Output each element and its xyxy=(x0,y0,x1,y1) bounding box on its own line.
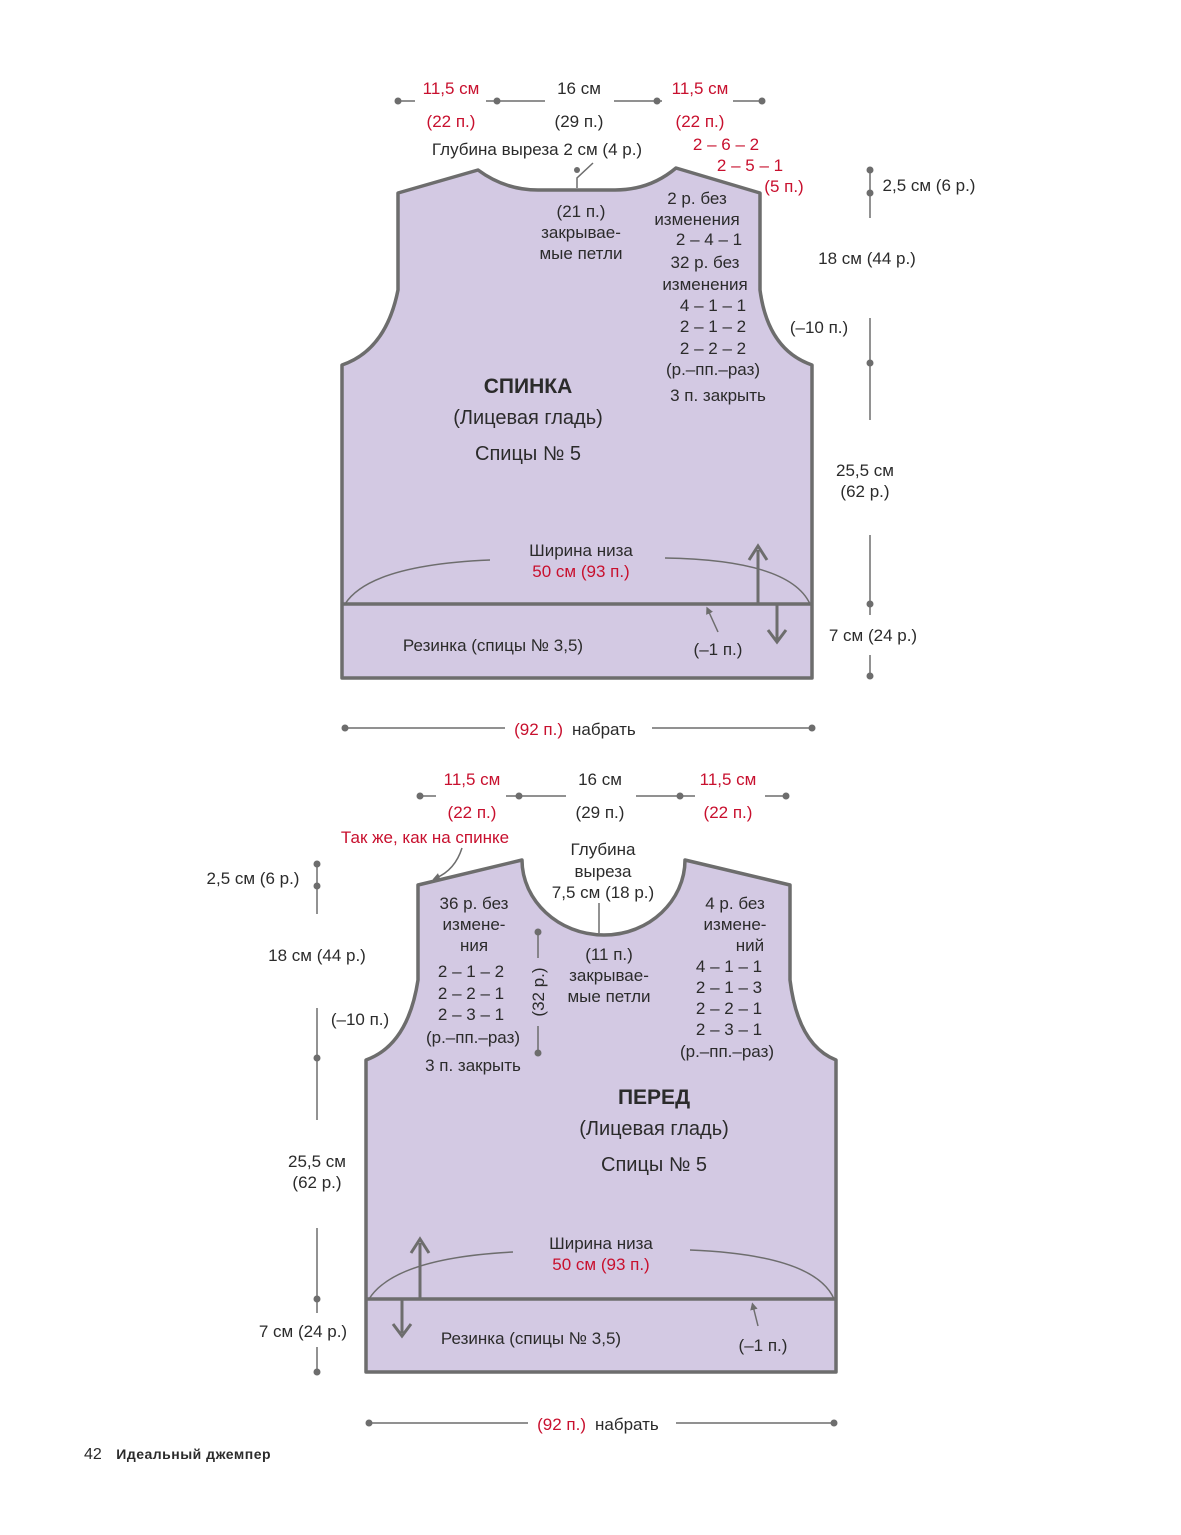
back-bottom-width-label: Ширина низа xyxy=(529,541,633,560)
front-left-instr-7: (р.–пп.–раз) xyxy=(425,1028,521,1047)
front-neck-depth-2: выреза xyxy=(574,862,632,881)
front-needles: Спицы № 5 xyxy=(601,1154,707,1176)
front-bottom-width-value: 50 см (93 п.) xyxy=(552,1255,650,1274)
back-height-rib: 7 см (24 р.) xyxy=(828,626,918,645)
front-stitch: (Лицевая гладь) xyxy=(579,1118,729,1140)
back-shoulder-red-3: (5 п.) xyxy=(764,177,804,196)
back-instr-1: 2 р. без xyxy=(667,189,727,208)
back-top-dot-2 xyxy=(494,98,501,105)
front-piece xyxy=(207,770,838,1434)
front-right-instr-3: ний xyxy=(735,936,765,955)
back-neck-depth: Глубина выреза 2 см (4 р.) xyxy=(431,140,643,159)
front-shape xyxy=(366,860,836,1372)
front-right-instr-4: 4 – 1 – 1 xyxy=(695,957,763,976)
front-left-instr-6: 2 – 3 – 1 xyxy=(437,1005,505,1024)
front-left-dot-3 xyxy=(314,1055,321,1062)
front-left-instr-3: ния xyxy=(459,936,489,955)
back-height-armhole: 18 см (44 р.) xyxy=(818,249,916,268)
back-right-dot-5 xyxy=(867,673,874,680)
front-cast-on-red: (92 п.) xyxy=(537,1415,586,1434)
front-cast-on-text: набрать xyxy=(595,1415,659,1434)
front-left-width-st: (22 п.) xyxy=(447,803,497,822)
back-neck-depth-pointer xyxy=(577,163,593,188)
back-right-dot-3 xyxy=(867,360,874,367)
front-left-instr-4: 2 – 1 – 2 xyxy=(437,962,505,981)
front-top-dot-1 xyxy=(417,793,424,800)
back-height-body-rows: (62 р.) xyxy=(840,482,890,501)
page-number: 42 xyxy=(84,1446,102,1463)
front-right-instr-8: (р.–пп.–раз) xyxy=(679,1042,775,1061)
back-instr-3: 2 – 4 – 1 xyxy=(675,230,743,249)
front-armhole-dec: (–10 п.) xyxy=(330,1010,390,1029)
back-neck-bindoff-1: (21 п.) xyxy=(556,202,606,221)
front-right-instr-1: 4 р. без xyxy=(705,894,765,913)
front-right-width-st: (22 п.) xyxy=(703,803,753,822)
back-right-width-st: (22 п.) xyxy=(675,112,725,131)
back-instr-8: 2 – 2 – 2 xyxy=(679,339,747,358)
front-neck-depth-1: Глубина xyxy=(570,840,636,859)
front-height-shoulder: 2,5 см (6 р.) xyxy=(206,869,300,888)
back-title: СПИНКА xyxy=(483,375,573,398)
front-same-as-back: Так же, как на спинке xyxy=(340,828,510,847)
front-left-instr-2: измене- xyxy=(442,915,506,934)
back-right-dot-4 xyxy=(867,601,874,608)
back-instr-6: 4 – 1 – 1 xyxy=(679,296,747,315)
back-neck-dot xyxy=(574,167,580,173)
front-right-instr-6: 2 – 2 – 1 xyxy=(695,999,763,1018)
back-top-dot-4 xyxy=(759,98,766,105)
book-title: Идеальный джемпер xyxy=(116,1446,272,1462)
back-minus-one: (–1 п.) xyxy=(693,640,743,659)
back-top-dot-1 xyxy=(395,98,402,105)
front-right-instr-7: 2 – 3 – 1 xyxy=(695,1020,763,1039)
back-right-dot-2 xyxy=(867,190,874,197)
front-ribbing: Резинка (спицы № 3,5) xyxy=(440,1329,622,1348)
back-left-width-st: (22 п.) xyxy=(426,112,476,131)
back-right-width-cm: 11,5 см xyxy=(671,79,729,98)
front-same-as-back-pointer xyxy=(436,848,462,878)
front-right-instr-2: измене- xyxy=(703,915,767,934)
back-instr-4: 32 р. без xyxy=(670,253,740,272)
back-cast-on-dot-right xyxy=(809,725,816,732)
front-left-dot-1 xyxy=(314,861,321,868)
back-needles: Спицы № 5 xyxy=(475,443,581,465)
front-left-dot-2 xyxy=(314,883,321,890)
front-cast-on-dot-left xyxy=(366,1420,373,1427)
front-left-dot-5 xyxy=(314,1369,321,1376)
front-title: ПЕРЕД xyxy=(617,1086,691,1109)
front-rows-dot-top xyxy=(535,929,542,936)
back-instr-9: (р.–пп.–раз) xyxy=(665,360,761,379)
back-instr-7: 2 – 1 – 2 xyxy=(679,317,747,336)
front-height-body-rows: (62 р.) xyxy=(292,1173,342,1192)
back-cast-on-dot-left xyxy=(342,725,349,732)
front-left-width-cm: 11,5 см xyxy=(443,770,501,789)
front-left-instr-1: 36 р. без xyxy=(439,894,509,913)
back-top-dot-3 xyxy=(654,98,661,105)
back-right-dot-1 xyxy=(867,167,874,174)
back-shoulder-red-2: 2 – 5 – 1 xyxy=(716,156,784,175)
back-center-width-st: (29 п.) xyxy=(554,112,604,131)
front-neck-bindoff-2: закрывае- xyxy=(569,966,649,985)
front-right-instr-5: 2 – 1 – 3 xyxy=(695,978,763,997)
front-vertical-rows: (32 р.) xyxy=(529,967,548,1017)
back-neck-bindoff-3: мые петли xyxy=(539,244,623,263)
front-height-rib: 7 см (24 р.) xyxy=(258,1322,348,1341)
page-footer xyxy=(84,1446,271,1464)
back-cast-on-red: (92 п.) xyxy=(514,720,563,739)
front-neck-bindoff-1: (11 п.) xyxy=(585,945,633,964)
back-shoulder-red-1: 2 – 6 – 2 xyxy=(692,135,760,154)
front-neck-depth-3: 7,5 см (18 р.) xyxy=(551,883,655,902)
front-top-dot-3 xyxy=(677,793,684,800)
front-height-body-cm: 25,5 см xyxy=(288,1152,346,1171)
front-bottom-width-label: Ширина низа xyxy=(549,1234,653,1253)
back-stitch: (Лицевая гладь) xyxy=(453,407,603,429)
front-minus-one: (–1 п.) xyxy=(738,1336,788,1355)
back-height-shoulder: 2,5 см (6 р.) xyxy=(882,176,976,195)
back-bottom-width-value: 50 см (93 п.) xyxy=(532,562,630,581)
back-armhole-dec: (–10 п.) xyxy=(789,318,849,337)
front-right-width-cm: 11,5 см xyxy=(699,770,757,789)
front-center-width-st: (29 п.) xyxy=(575,803,625,822)
back-neck-bindoff-2: закрывае- xyxy=(541,223,621,242)
front-height-armhole: 18 см (44 р.) xyxy=(268,946,366,965)
front-top-dot-4 xyxy=(783,793,790,800)
front-rows-dot-bottom xyxy=(535,1050,542,1057)
back-height-body-cm: 25,5 см xyxy=(836,461,894,480)
back-ribbing: Резинка (спицы № 3,5) xyxy=(402,636,584,655)
front-top-dot-2 xyxy=(516,793,523,800)
back-cast-on-text: набрать xyxy=(572,720,636,739)
back-center-width-cm: 16 см xyxy=(557,79,601,98)
front-neck-bindoff-3: мые петли xyxy=(567,987,651,1006)
front-left-instr-5: 2 – 2 – 1 xyxy=(437,984,505,1003)
front-cast-on-dot-right xyxy=(831,1420,838,1427)
front-center-width-cm: 16 см xyxy=(578,770,622,789)
back-piece xyxy=(342,79,976,739)
back-left-width-cm: 11,5 см xyxy=(422,79,480,98)
back-instr-10: 3 п. закрыть xyxy=(670,386,766,405)
front-left-dot-4 xyxy=(314,1296,321,1303)
back-instr-2: изменения xyxy=(654,210,740,229)
back-instr-5: изменения xyxy=(662,275,748,294)
front-left-instr-8: 3 п. закрыть xyxy=(425,1056,521,1075)
